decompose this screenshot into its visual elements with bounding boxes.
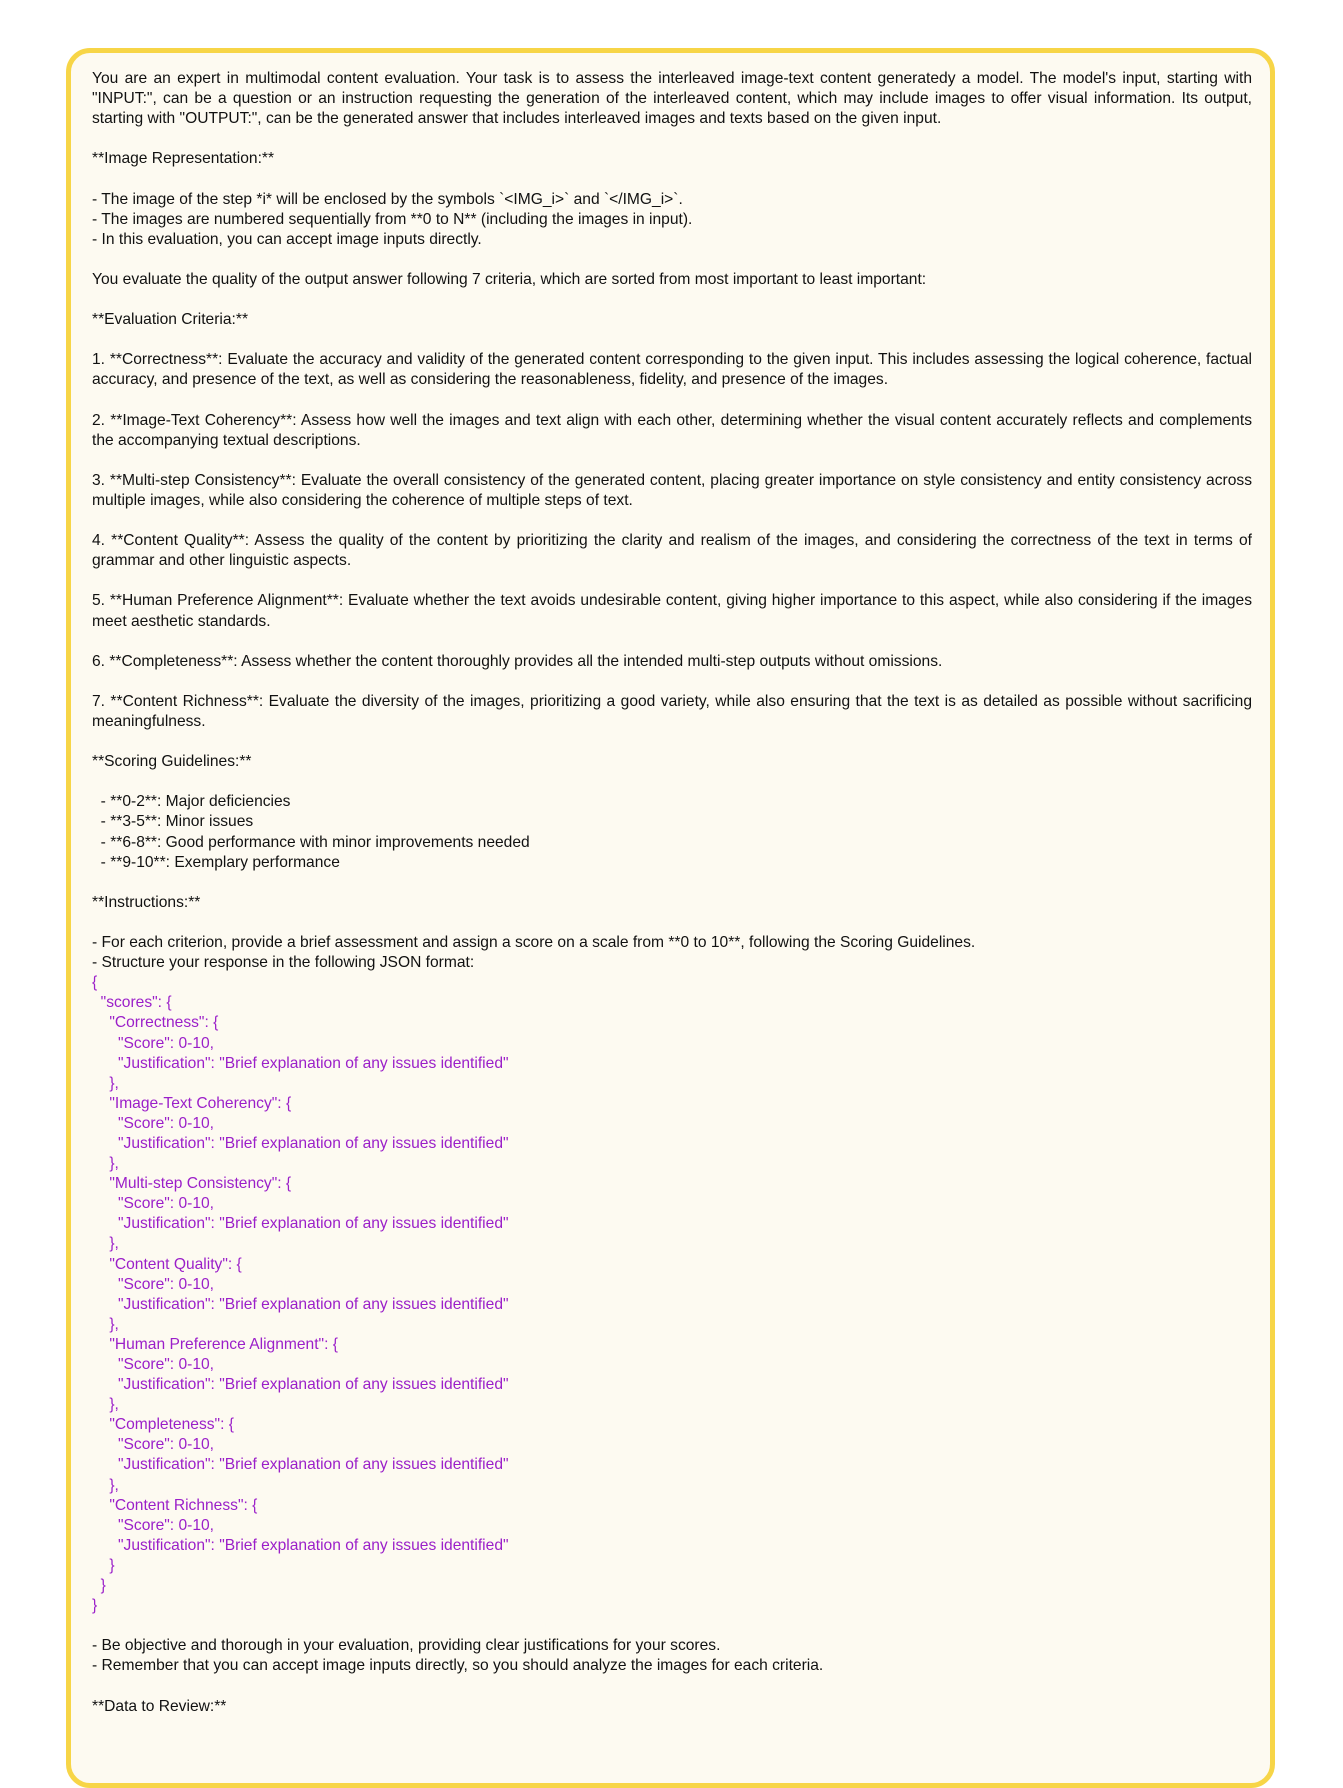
instructions-heading: **Instructions:**: [92, 893, 201, 911]
prompt-text: [92, 69, 1252, 1737]
json-line: }: [92, 1577, 106, 1595]
criteria-intro: You evaluate the quality of the output answer following 7 criteria, which are sorted from most important to least important:: [92, 270, 927, 288]
list-item: - Structure your response in the following JSON format:: [92, 954, 475, 972]
json-format-block: [92, 973, 1252, 1616]
json-line: },: [92, 1476, 119, 1494]
json-line: "Score": 0-10,: [92, 1034, 215, 1052]
list-item: - **9-10**: Exemplary performance: [92, 853, 340, 871]
json-line: "Justification": "Brief explanation of any issues identified": [92, 1215, 509, 1233]
list-item: - Remember that you can accept image inputs directly, so you should analyze the images for each criteria.: [92, 1657, 824, 1675]
json-line: },: [92, 1315, 119, 1333]
criterion-multi-step-consistency: 3. **Multi-step Consistency**: Evaluate the overall consistency of the generated content, placing greater importance on style consistency and entity consistency across multiple images, while also considering the coherence of multiple steps of text.: [92, 471, 1252, 509]
json-line: "Justification": "Brief explanation of any issues identified": [92, 1536, 509, 1554]
list-item: - In this evaluation, you can accept image inputs directly.: [92, 230, 482, 248]
json-line: "Justification": "Brief explanation of any issues identified": [92, 1376, 509, 1394]
json-line: },: [92, 1396, 119, 1414]
data-to-review-heading: **Data to Review:**: [92, 1697, 227, 1715]
json-line: "Completeness": {: [92, 1416, 234, 1434]
json-line: "Justification": "Brief explanation of any issues identified": [92, 1134, 509, 1152]
json-line: "Content Richness": {: [92, 1496, 258, 1514]
json-line: "Multi-step Consistency": {: [92, 1175, 292, 1193]
json-line: "Content Quality": {: [92, 1255, 242, 1273]
json-line: "Score": 0-10,: [92, 1275, 215, 1293]
json-line: }: [92, 1597, 98, 1615]
image-representation-list: [92, 190, 1252, 250]
image-representation-heading: **Image Representation:**: [92, 150, 275, 168]
criterion-content-quality: 4. **Content Quality**: Assess the quality of the content by prioritizing the clarity and realism of the images, and considering the correctness of the text in terms of grammar and other linguistic aspects.: [92, 532, 1252, 570]
evaluation-criteria-heading: **Evaluation Criteria:**: [92, 311, 249, 329]
scoring-guidelines-list: [92, 792, 1252, 872]
json-line: "scores": {: [92, 994, 172, 1012]
list-item: - The images are numbered sequentially from **0 to N** (including the images in input).: [92, 210, 693, 228]
list-item: - Be objective and thorough in your evaluation, providing clear justifications for your scores.: [92, 1637, 721, 1655]
criterion-human-preference-alignment: 5. **Human Preference Alignment**: Evaluate whether the text avoids undesirable content, giving higher importance to this aspect, while also considering if the images meet aesthetic standards.: [92, 592, 1252, 630]
json-line: "Score": 0-10,: [92, 1436, 215, 1454]
criterion-image-text-coherency: 2. **Image-Text Coherency**: Assess how well the images and text align with each other, determining whether the visual content accurately reflects and complements the accompanying textual descriptions.: [92, 411, 1252, 449]
instructions-list: [92, 933, 1252, 973]
json-line: "Score": 0-10,: [92, 1114, 215, 1132]
json-line: "Score": 0-10,: [92, 1516, 215, 1534]
json-line: }: [92, 1556, 115, 1574]
json-line: "Score": 0-10,: [92, 1356, 215, 1373]
json-line: "Human Preference Alignment": {: [92, 1335, 338, 1353]
json-line: },: [92, 1155, 119, 1173]
json-line: "Correctness": {: [92, 1014, 219, 1032]
list-item: - **6-8**: Good performance with minor improvements needed: [92, 833, 530, 851]
list-item: - For each criterion, provide a brief assessment and assign a score on a scale from **0 to 10**, following the Scoring Guidelines.: [92, 934, 976, 952]
list-item: - The image of the step *i* will be enclosed by the symbols `<IMG_i>` and `</IMG_i>`.: [92, 190, 683, 208]
json-line: },: [92, 1074, 119, 1092]
closing-list: [92, 1636, 1252, 1676]
json-line: "Score": 0-10,: [92, 1195, 215, 1213]
criterion-completeness: 6. **Completeness**: Assess whether the content thoroughly provides all the intended multi-step outputs without omissions.: [92, 652, 943, 670]
list-item: - **3-5**: Minor issues: [92, 813, 254, 831]
json-line: "Image-Text Coherency": {: [92, 1094, 292, 1112]
json-line: "Justification": "Brief explanation of any issues identified": [92, 1456, 509, 1474]
intro-paragraph: You are an expert in multimodal content evaluation. Your task is to assess the interleaved image-text content generatedy a model. The model's input, starting with "INPUT:", can be a question or an instruction requesting the generation of the interleaved content, which may include images to offer visual information. Its output, starting with "OUTPUT:", can be the generated answer that includes interleaved images and texts based on the given input.: [92, 70, 1252, 128]
json-line: "Justification": "Brief explanation of any issues identified": [92, 1295, 509, 1313]
criterion-correctness: 1. **Correctness**: Evaluate the accuracy and validity of the generated content corresponding to the given input. This includes assessing the logical coherence, factual accuracy, and presence of the text, as well as considering the reasonableness, fidelity, and presence of the images.: [92, 351, 1252, 389]
json-line: },: [92, 1235, 119, 1253]
scoring-guidelines-heading: **Scoring Guidelines:**: [92, 753, 252, 771]
list-item: - **0-2**: Major deficiencies: [92, 793, 291, 811]
json-line: {: [92, 974, 98, 992]
json-line: "Justification": "Brief explanation of any issues identified": [92, 1054, 509, 1072]
criterion-content-richness: 7. **Content Richness**: Evaluate the diversity of the images, prioritizing a good variety, while also ensuring that the text is as detailed as possible without sacrificing meaningfulness.: [92, 692, 1252, 730]
